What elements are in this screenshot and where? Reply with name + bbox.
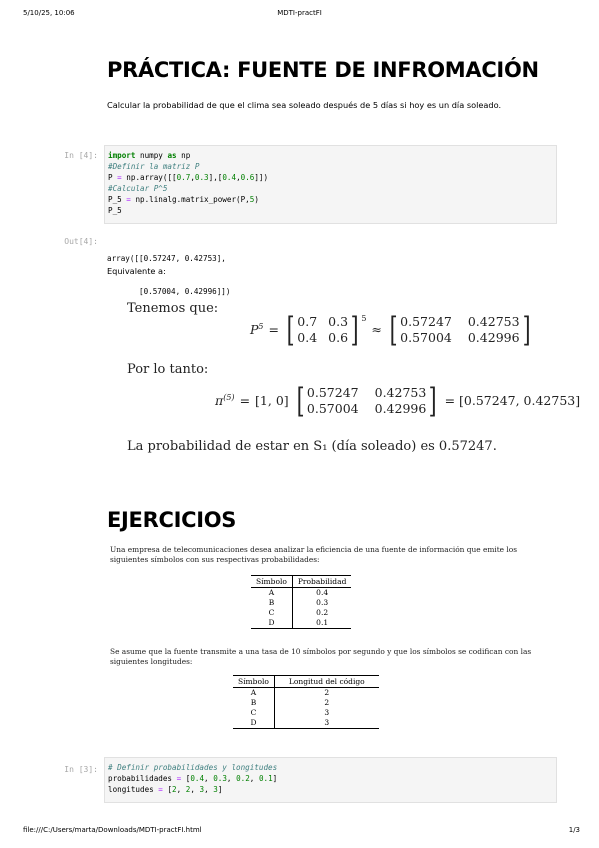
- code-cell-2[interactable]: [104, 757, 557, 803]
- cell2-in-prompt: In [3]:: [64, 765, 98, 774]
- code-line: P_5 = np.linalg.matrix_power(P,5): [108, 195, 259, 204]
- cell2-code[interactable]: [108, 762, 277, 795]
- table-header: Símbolo: [233, 676, 274, 688]
- table-header: Longitud del código: [274, 676, 378, 688]
- code-line: # Definir probabilidades y longitudes: [108, 763, 278, 772]
- print-doc-title: MDTI-practFI: [277, 9, 322, 17]
- math-por-lo-tanto: Por lo tanto:: [127, 362, 209, 377]
- math-pi-equation: $\pi^{(5)}$ = [1, 0] [ 0.57247 0.42753 0.57004 0.42996 ] = [0.57247, 0.42753]: [215, 380, 581, 421]
- code-line: #Definir la matriz P: [108, 162, 200, 171]
- probability-table: [251, 575, 351, 629]
- code-line: longitudes = [2, 2, 3, 3]: [108, 785, 223, 794]
- code-line: #Calcular P^5: [108, 184, 168, 193]
- table-row: A 2: [233, 688, 379, 699]
- table-row: C 3: [233, 708, 379, 718]
- code-cell-1[interactable]: [104, 145, 557, 224]
- code-length-table: [233, 675, 379, 729]
- matrix-p5-2: [ 0.57247 0.42753 0.57004 0.42996 ]: [296, 380, 437, 421]
- matrix-p: [ 0.7 0.3 0.4 0.6 ] $^5$: [286, 309, 367, 350]
- cell1-in-prompt: In [4]:: [64, 151, 98, 160]
- cell1-code[interactable]: [108, 150, 268, 216]
- ejercicios-paragraph-2: Se asume que la fuente transmite a una tasa de 10 símbolos por segundo y que los símbolos se codifican con las siguientes longitudes:: [110, 647, 532, 666]
- table-row: B 0.3: [251, 598, 351, 608]
- code-line: P = np.array([[0.7,0.3],[0.4,0.6]]): [108, 173, 269, 182]
- page-title: PRÁCTICA: FUENTE DE INFROMACIÓN: [107, 58, 539, 82]
- cell1-out-prompt: Out[4]:: [64, 237, 98, 246]
- table-row: C 0.2: [251, 608, 351, 618]
- output-line: [0.57004, 0.42996]]): [107, 287, 231, 296]
- math-p5-equation: $P^5$ = [ 0.7 0.3 0.4 0.6 ] $^5$ ≈ [ 0.57247 0.42753 0.57004 0.42996 ]: [250, 314, 533, 345]
- output-line: array([[0.57247, 0.42753],: [107, 254, 226, 263]
- ejercicios-paragraph-1: Una empresa de telecomunicaciones desea analizar la eficiencia de una fuente de información que emite los siguientes símbolos con sus respectivas probabilidades:: [110, 545, 518, 564]
- code-line: probabilidades = [0.4, 0.3, 0.2, 0.1]: [108, 774, 278, 783]
- table-row: D 0.1: [251, 618, 351, 629]
- table-header: Símbolo: [251, 576, 292, 588]
- p-symbol: P: [250, 322, 259, 338]
- math-tenemos: Tenemos que:: [127, 301, 219, 316]
- math-conclusion: La probabilidad de estar en S₁ (día soleado) es 0.57247.: [127, 439, 497, 454]
- print-datetime: 5/10/25, 10:06: [23, 9, 75, 17]
- matrix-p5: [ 0.57247 0.42753 0.57004 0.42996 ]: [389, 309, 531, 350]
- code-line: import numpy as np: [108, 151, 191, 160]
- print-file-path: file:///C:/Users/marta/Downloads/MDTI-practFI.html: [23, 826, 202, 834]
- table-header: Probabilidad: [292, 576, 351, 588]
- table-row: A 0.4: [251, 588, 351, 599]
- ejercicios-heading: EJERCICIOS: [107, 508, 237, 532]
- equivalente-label: Equivalente a:: [107, 266, 166, 276]
- code-text: numpy: [140, 151, 163, 160]
- table-row: B 2: [233, 698, 379, 708]
- table-row: D 3: [233, 718, 379, 729]
- intro-paragraph: Calcular la probabilidad de que el clima sea soleado después de 5 días si hoy es un día soleado.: [107, 100, 502, 110]
- code-line: P_5: [108, 206, 122, 215]
- print-page-number: 1/3: [568, 826, 580, 834]
